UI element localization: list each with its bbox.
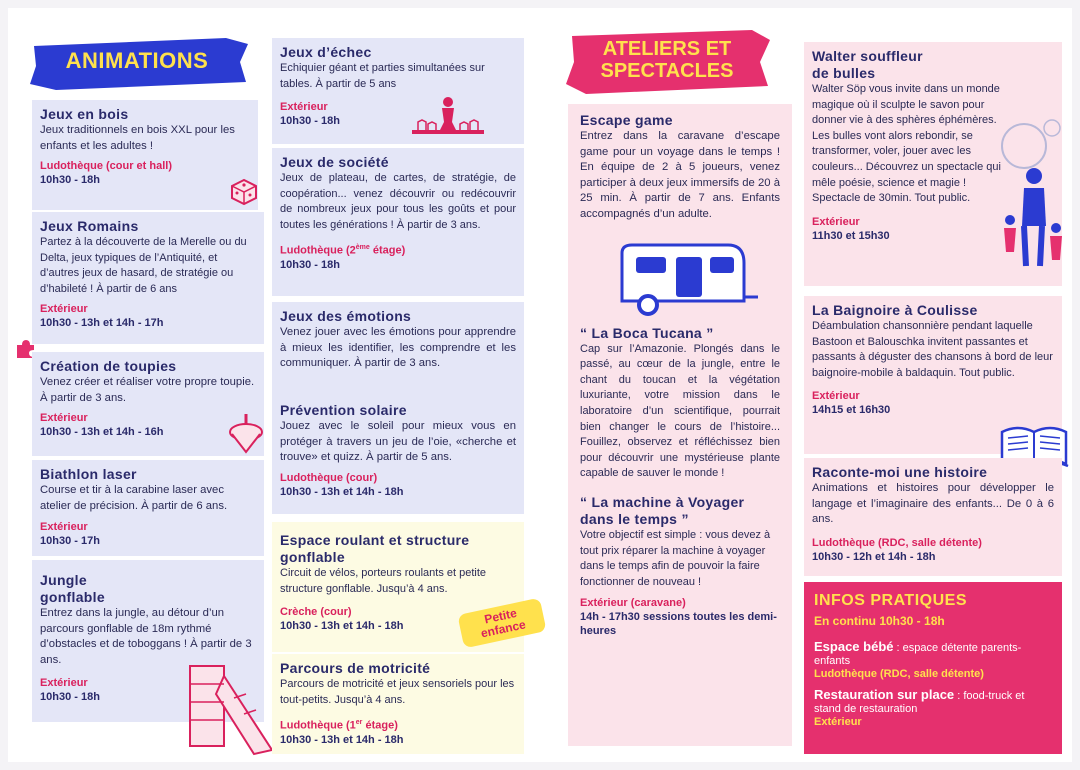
card-jeux-romains [32, 212, 264, 344]
card-title: “ La Boca Tucana ” [580, 324, 714, 341]
card-title: Jeux en bois [40, 106, 129, 122]
card-title-line2: dans le temps ” [580, 510, 689, 527]
card-time: 10h30 - 17h [40, 535, 100, 548]
card-place: Ludothèque (cour et hall) [40, 160, 172, 173]
ateliers-banner [562, 26, 772, 98]
card-title: Parcours de motricité [280, 660, 431, 676]
card-parcours-motricite [272, 654, 524, 754]
card-time: 10h30 - 13h et 14h - 18h [280, 620, 404, 633]
ateliers-title-line2: SPECTACLES [600, 60, 734, 82]
card-time: 10h30 - 13h et 14h - 18h [280, 485, 404, 498]
card-title-line1: Espace roulant et structure [280, 532, 470, 548]
petite-enfance-badge: Petite enfance [457, 598, 546, 649]
card-raconte-moi [804, 458, 1062, 576]
card-time: 10h30 - 13h et 14h - 18h [280, 733, 404, 746]
card-jeux-emotions [272, 302, 524, 396]
card-desc: Entrez dans la jungle, au détour d’un parcours gonflable de 18m rythmé d’obstacles et de toboggans ! À partir de 3 ans. [40, 607, 252, 666]
place-part: étage) [362, 719, 398, 732]
boca-tucana-section [576, 325, 784, 482]
card-desc: Course et tir à la carabine laser avec atelier de précision. À partir de 6 ans. [40, 484, 228, 512]
card-title-line2: gonflable [40, 589, 105, 605]
card-escape-game [568, 104, 792, 746]
card-place: Crèche (cour) [280, 606, 352, 619]
card-time: 10h30 - 18h [40, 691, 100, 704]
card-place: Extérieur [40, 521, 88, 534]
place-part: Ludothèque (1 [280, 719, 356, 732]
card-place: Extérieur [280, 101, 328, 114]
brochure-page [8, 8, 1072, 762]
card-title: Biathlon laser [40, 466, 137, 482]
card-title: Prévention solaire [280, 402, 407, 418]
card-time: 10h30 - 13h et 14h - 16h [40, 426, 164, 439]
card-place: Extérieur [40, 677, 88, 690]
card-title-line2: de bulles [812, 65, 876, 81]
caravan-icon [608, 241, 758, 321]
card-title: Création de toupies [40, 358, 177, 374]
card-desc: Parcours de motricité et jeux sensoriels pour les tout-petits. Jusqu’à 4 ans. [280, 678, 515, 706]
card-title: Jeux Romains [40, 218, 139, 234]
infos-subtitle: En continu 10h30 - 18h [814, 614, 945, 628]
card-desc: Echiquier géant et parties simultanées sur tables. À partir de 5 ans [280, 62, 485, 90]
espace-bebe-desc: : espace détente parents-enfants [814, 642, 1022, 667]
card-time: 10h30 - 13h et 14h - 17h [40, 317, 164, 330]
escape-game-section [576, 112, 784, 223]
infos-pratiques-panel [804, 582, 1062, 754]
dice-icon [228, 176, 260, 206]
card-desc: Venez jouer avec les émotions pour apprendre à mieux les identifier, les comprendre et les communiquer. À partir de 3 ans. [280, 326, 516, 370]
espace-bebe-title: Espace bébé [814, 639, 894, 654]
place-superscript: er [355, 719, 363, 727]
card-biathlon-laser [32, 460, 264, 556]
card-place: Extérieur [812, 390, 860, 403]
card-desc: Déambulation chansonnière pendant laquelle Bastoon et Balouschka invitent passantes et passants à déguster des chansons à bord de leur baignoire-mobile à baldaquin. Tout public. [812, 320, 1053, 379]
card-desc: Walter Söp vous invite dans un monde magique où il sculpte le savon pour donner vie à des sphères éphémères. Les bulles vont alors rebondir, se transformer, voler, jouer avec les couleurs... Découvrez un spectacle qui mêle poésie, science et magie ! Spectacle de 30min. Tout public. [812, 83, 1001, 205]
place-superscript: ème [355, 244, 370, 252]
animations-banner [26, 32, 248, 92]
ateliers-title-line1: ATELIERS ET [602, 38, 732, 60]
card-desc: Circuit de vélos, porteurs roulants et petite structure gonflable. Jusqu’à 4 ans. [280, 567, 487, 595]
machine-section [576, 494, 784, 638]
place-part: Ludothèque (2 [280, 245, 356, 258]
card-time: 14h - 17h30 sessions toutes les demi-heures [580, 611, 777, 638]
card-time: 14h15 et 16h30 [812, 404, 891, 417]
card-place: Extérieur [812, 215, 860, 228]
restauration-desc: : food-truck et stand de restauration [814, 690, 1025, 715]
infos-title: INFOS PRATIQUES [814, 592, 967, 609]
espace-bebe-place: Ludothèque (RDC, salle détente) [814, 668, 984, 680]
bouncy-slide-icon [176, 654, 284, 762]
card-title: La Baignoire à Coulisse [812, 302, 978, 318]
card-jeux-en-bois [32, 100, 258, 210]
spinning-top-icon [226, 412, 266, 456]
chess-pieces-icon [412, 94, 484, 142]
card-time: 11h30 et 15h30 [812, 229, 890, 242]
card-title: Raconte-moi une histoire [812, 464, 988, 480]
card-title: Jeux des émotions [280, 308, 412, 324]
bubble-artist-illustration-icon [994, 116, 1068, 276]
card-place: Extérieur [40, 412, 88, 425]
card-desc: Entrez dans la caravane d’escape game pour un voyage dans le temps ! En équipe de 2 à 5 joueurs, venez participer à deux jeux immersifs de 20 à 25 min. À partir de 7 ans. Enfants accompagnés d’un adulte. [580, 130, 780, 220]
restauration-info [814, 688, 1052, 716]
card-place: Ludothèque (cour) [280, 471, 378, 484]
card-desc: Votre objectif est simple : vous devez à tout prix réparer la machine à voyager dans le temps afin de pouvoir la faire fonctionner de nouveau ! [580, 528, 771, 588]
card-desc: Jeux de plateau, de cartes, de stratégie, de coopération... venez découvrir ou redécouvrir de nombreux jeux pour tous les goûts et pour toutes les générations ! À partir de 3 ans. [280, 172, 516, 231]
card-title: Escape game [580, 112, 673, 128]
espace-bebe-info [814, 640, 1052, 668]
card-place [280, 716, 516, 733]
card-place: Extérieur (caravane) [580, 597, 686, 610]
restauration-place: Extérieur [814, 716, 862, 728]
card-time: 10h30 - 18h [280, 115, 340, 128]
card-jeux-societe [272, 148, 524, 296]
card-place: Ludothèque (RDC, salle détente) [812, 536, 982, 549]
card-prevention-solaire [272, 396, 524, 514]
card-title-line1: Jungle [40, 572, 87, 588]
card-place: Extérieur [40, 303, 88, 316]
card-desc: Venez créer et réaliser votre propre toupie. À partir de 3 ans. [40, 376, 255, 404]
card-title-line2: gonflable [280, 549, 345, 565]
card-desc: Animations et histoires pour développer le langage et l’imaginaire des enfants... De 0 à 6 ans. [812, 482, 1054, 526]
card-desc: Partez à la découverte de la Merelle ou du Delta, jeux typiques de l’Antiquité, et d’autres jeux de hasard, de stratégie ou d’habileté ! À partir de 6 ans [40, 236, 247, 295]
card-place [280, 241, 516, 258]
card-time: 10h30 - 12h et 14h - 18h [812, 550, 936, 563]
card-jeux-echec [272, 38, 524, 144]
card-time: 10h30 - 18h [40, 174, 100, 187]
card-time: 10h30 - 18h [280, 259, 340, 272]
card-title: Jeux de société [280, 154, 389, 170]
card-title-line1: “ La machine à Voyager [580, 493, 745, 510]
animations-title: ANIMATIONS [65, 48, 209, 73]
restauration-title: Restauration sur place [814, 687, 955, 702]
card-title-line1: Walter souffleur [812, 48, 923, 64]
card-desc: Cap sur l’Amazonie. Plongés dans le passé, au cœur de la jungle, entre le chant du toucan et la végétation luxuriante, votre mission dans le laboratoire d’un scientifique, pourrait bien changer le cours de l’histoire... Fouillez, observez et réfléchissez bien pour découvrir une mystérieuse plante capable de sauver le monde ! [580, 342, 780, 480]
card-desc: Jeux traditionnels en bois XXL pour les enfants et les adultes ! [40, 124, 235, 152]
card-desc: Jouez avec le soleil pour mieux vous en protéger à travers un jeu de l’oie, «cherche et trouve» et quizz. À partir de 5 ans. [280, 420, 516, 464]
place-part: étage) [369, 245, 406, 258]
card-title: Jeux d’échec [280, 44, 372, 60]
